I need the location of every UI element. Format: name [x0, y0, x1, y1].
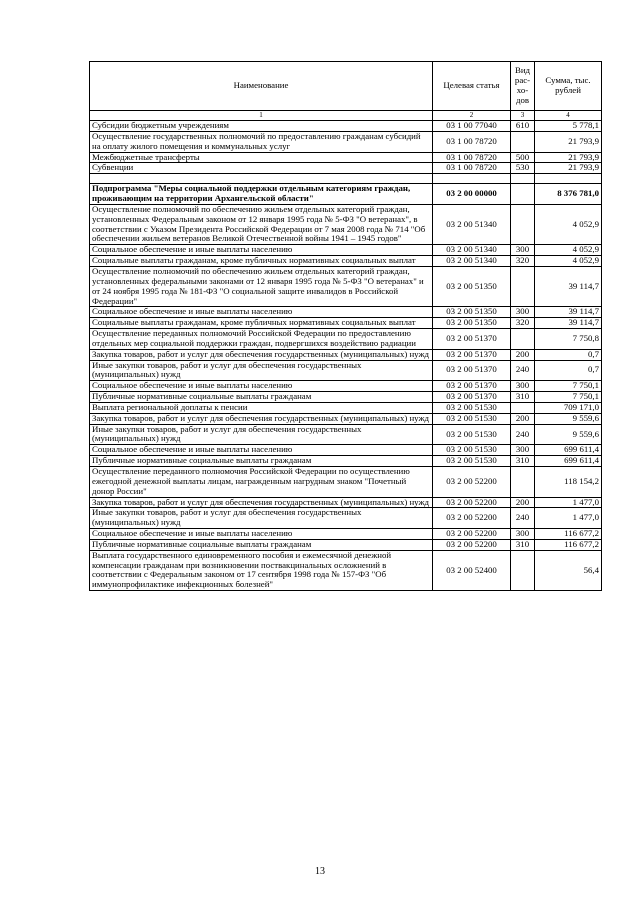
row-sum: 116 677,2 — [535, 539, 602, 550]
table-row — [90, 413, 602, 424]
row-name: Закупка товаров, работ и услуг для обеспечения государственных (муниципальных) нужд — [90, 413, 433, 424]
row-code: 03 2 00 51530 — [433, 456, 511, 467]
table-row — [90, 329, 602, 350]
spacer-cell — [535, 174, 602, 184]
column-number: 4 — [535, 111, 602, 121]
row-name: Социальное обеспечение и иные выплаты населению — [90, 529, 433, 540]
row-code: 03 1 00 77040 — [433, 121, 511, 132]
table-row — [90, 174, 602, 184]
table-row — [90, 163, 602, 174]
row-code: 03 2 00 51370 — [433, 381, 511, 392]
row-sum: 1 477,0 — [535, 508, 602, 529]
row-code: 03 2 00 52200 — [433, 508, 511, 529]
table-row — [90, 529, 602, 540]
row-sum: 21 793,9 — [535, 152, 602, 163]
spacer-cell — [511, 174, 535, 184]
row-type: 310 — [511, 456, 535, 467]
row-name: Осуществление переданного полномочия Российской Федерации по осуществлению ежегодной денежной выплаты лицам, награжденным нагрудным знаком "Почетный донор России" — [90, 467, 433, 498]
row-sum: 39 114,7 — [535, 266, 602, 306]
row-code: 03 2 00 52200 — [433, 467, 511, 498]
budget-table — [89, 61, 602, 591]
row-sum: 8 376 781,0 — [535, 184, 602, 205]
row-sum: 699 611,4 — [535, 445, 602, 456]
row-code: 03 2 00 51340 — [433, 256, 511, 267]
header-name: Наименование — [90, 62, 433, 111]
row-code: 03 2 00 52400 — [433, 550, 511, 590]
table-row — [90, 392, 602, 403]
table-row — [90, 184, 602, 205]
row-name: Выплата государственного единовременного пособия и ежемесячной денежной компенсации гражданам при возникновении поствакцинальных осложнений в соответствии с Федеральным законом от 17 сентября 1998 года № 157-ФЗ "Об иммунопрофилактике инфекционных болезней" — [90, 550, 433, 590]
table-row — [90, 307, 602, 318]
row-name: Осуществление переданных полномочий Российской Федерации по предоставлению отдельных мер социальной поддержки граждан, подвергшихся воздействию радиации — [90, 329, 433, 350]
row-name: Субвенции — [90, 163, 433, 174]
row-sum: 4 052,9 — [535, 204, 602, 244]
row-type — [511, 329, 535, 350]
row-code: 03 1 00 78720 — [433, 131, 511, 152]
row-type: 240 — [511, 508, 535, 529]
row-sum: 9 559,6 — [535, 424, 602, 445]
row-name: Социальное обеспечение и иные выплаты населению — [90, 245, 433, 256]
row-code: 03 2 00 51530 — [433, 413, 511, 424]
row-code: 03 2 00 52200 — [433, 529, 511, 540]
table-row — [90, 424, 602, 445]
row-name: Социальные выплаты гражданам, кроме публичных нормативных социальных выплат — [90, 318, 433, 329]
table-row — [90, 121, 602, 132]
table-row — [90, 152, 602, 163]
row-name: Осуществление полномочий по обеспечению жильем отдельных категорий граждан, установленных федеральными законами от 12 января 1995 года № 5-ФЗ "О ветеранах" и от 24 ноября 1995 года № 181-ФЗ "О социальной защите инвалидов в Российской Федерации" — [90, 266, 433, 306]
table-row — [90, 256, 602, 267]
row-code: 03 2 00 51370 — [433, 329, 511, 350]
row-code: 03 2 00 51530 — [433, 445, 511, 456]
row-sum: 39 114,7 — [535, 318, 602, 329]
row-name: Закупка товаров, работ и услуг для обеспечения государственных (муниципальных) нужд — [90, 349, 433, 360]
row-sum: 7 750,1 — [535, 392, 602, 403]
table-row — [90, 349, 602, 360]
row-type: 300 — [511, 307, 535, 318]
row-sum: 0,7 — [535, 360, 602, 381]
row-sum: 7 750,1 — [535, 381, 602, 392]
page-number: 13 — [315, 866, 325, 877]
row-code: 03 2 00 51350 — [433, 307, 511, 318]
row-sum: 5 778,1 — [535, 121, 602, 132]
table-row — [90, 402, 602, 413]
row-type: 530 — [511, 163, 535, 174]
row-type — [511, 467, 535, 498]
table-row — [90, 508, 602, 529]
header-target: Целевая статья — [433, 62, 511, 111]
spacer-cell — [433, 174, 511, 184]
table-row — [90, 204, 602, 244]
row-code: 03 2 00 51530 — [433, 424, 511, 445]
column-number: 3 — [511, 111, 535, 121]
row-sum: 709 171,0 — [535, 402, 602, 413]
budget-table-body — [90, 62, 602, 591]
table-row — [90, 467, 602, 498]
row-name: Социальное обеспечение и иные выплаты населению — [90, 381, 433, 392]
row-type: 300 — [511, 445, 535, 456]
table-row — [90, 360, 602, 381]
row-type — [511, 550, 535, 590]
table-row — [90, 245, 602, 256]
row-sum: 21 793,9 — [535, 163, 602, 174]
row-name: Публичные нормативные социальные выплаты гражданам — [90, 539, 433, 550]
row-type: 200 — [511, 349, 535, 360]
table-row — [90, 131, 602, 152]
row-type: 310 — [511, 539, 535, 550]
row-type: 300 — [511, 381, 535, 392]
row-code: 03 2 00 00000 — [433, 184, 511, 205]
row-code: 03 2 00 51340 — [433, 204, 511, 244]
table-row — [90, 318, 602, 329]
row-type — [511, 402, 535, 413]
row-sum: 116 677,2 — [535, 529, 602, 540]
row-sum: 56,4 — [535, 550, 602, 590]
row-name: Социальные выплаты гражданам, кроме публичных нормативных социальных выплат — [90, 256, 433, 267]
row-name: Закупка товаров, работ и услуг для обеспечения государственных (муниципальных) нужд — [90, 497, 433, 508]
row-name: Выплата региональной доплаты к пенсии — [90, 402, 433, 413]
row-type: 310 — [511, 392, 535, 403]
row-type: 610 — [511, 121, 535, 132]
row-name: Подпрограмма "Меры социальной поддержки отдельным категориям граждан, проживающим на территории Архангельской области" — [90, 184, 433, 205]
table-row — [90, 445, 602, 456]
row-type: 320 — [511, 318, 535, 329]
row-type: 240 — [511, 424, 535, 445]
table-row — [90, 266, 602, 306]
table-header-row — [90, 62, 602, 111]
row-sum: 9 559,6 — [535, 413, 602, 424]
row-type: 300 — [511, 529, 535, 540]
column-number-row — [90, 111, 602, 121]
row-name: Межбюджетные трансферты — [90, 152, 433, 163]
row-sum: 21 793,9 — [535, 131, 602, 152]
row-name: Осуществление полномочий по обеспечению жильем отдельных категорий граждан, установленных Федеральным законом от 12 января 1995 года № 5-ФЗ "О ветеранах", в соответствии с Указом Президента Российской Федерации от 7 мая 2008 года № 714 "Об обеспечении жильем ветеранов Великой Отечественной войны 1941 – 1945 годов" — [90, 204, 433, 244]
row-name: Публичные нормативные социальные выплаты гражданам — [90, 456, 433, 467]
row-name: Публичные нормативные социальные выплаты гражданам — [90, 392, 433, 403]
row-type: 200 — [511, 497, 535, 508]
row-name: Иные закупки товаров, работ и услуг для обеспечения государственных (муниципальных) нужд — [90, 508, 433, 529]
spacer-cell — [90, 174, 433, 184]
row-sum: 0,7 — [535, 349, 602, 360]
row-code: 03 2 00 51350 — [433, 318, 511, 329]
row-type — [511, 204, 535, 244]
row-code: 03 2 00 51370 — [433, 360, 511, 381]
row-code: 03 2 00 51340 — [433, 245, 511, 256]
row-name: Иные закупки товаров, работ и услуг для обеспечения государственных (муниципальных) нужд — [90, 424, 433, 445]
row-sum: 1 477,0 — [535, 497, 602, 508]
row-type — [511, 131, 535, 152]
row-code: 03 1 00 78720 — [433, 152, 511, 163]
row-code: 03 1 00 78720 — [433, 163, 511, 174]
row-code: 03 2 00 52200 — [433, 497, 511, 508]
row-sum: 699 611,4 — [535, 456, 602, 467]
row-code: 03 2 00 51370 — [433, 349, 511, 360]
header-sum: Сумма, тыс. рублей — [535, 62, 602, 111]
row-name: Социальное обеспечение и иные выплаты населению — [90, 445, 433, 456]
row-code: 03 2 00 51350 — [433, 266, 511, 306]
row-code: 03 2 00 51530 — [433, 402, 511, 413]
row-name: Субсидии бюджетным учреждениям — [90, 121, 433, 132]
row-sum: 4 052,9 — [535, 256, 602, 267]
row-name: Социальное обеспечение и иные выплаты населению — [90, 307, 433, 318]
row-type: 320 — [511, 256, 535, 267]
row-sum: 4 052,9 — [535, 245, 602, 256]
table-row — [90, 456, 602, 467]
row-name: Иные закупки товаров, работ и услуг для обеспечения государственных (муниципальных) нужд — [90, 360, 433, 381]
table-row — [90, 550, 602, 590]
row-type: 300 — [511, 245, 535, 256]
column-number: 2 — [433, 111, 511, 121]
row-type — [511, 266, 535, 306]
row-type: 200 — [511, 413, 535, 424]
header-type: Вид рас-хо-дов — [511, 62, 535, 111]
row-sum: 118 154,2 — [535, 467, 602, 498]
row-type — [511, 184, 535, 205]
row-sum: 7 750,8 — [535, 329, 602, 350]
row-type: 500 — [511, 152, 535, 163]
column-number: 1 — [90, 111, 433, 121]
row-name: Осуществление государственных полномочий по предоставлению гражданам субсидий на оплату жилого помещения и коммунальных услуг — [90, 131, 433, 152]
table-row — [90, 497, 602, 508]
table-row — [90, 381, 602, 392]
row-sum: 39 114,7 — [535, 307, 602, 318]
table-row — [90, 539, 602, 550]
row-code: 03 2 00 52200 — [433, 539, 511, 550]
row-code: 03 2 00 51370 — [433, 392, 511, 403]
row-type: 240 — [511, 360, 535, 381]
